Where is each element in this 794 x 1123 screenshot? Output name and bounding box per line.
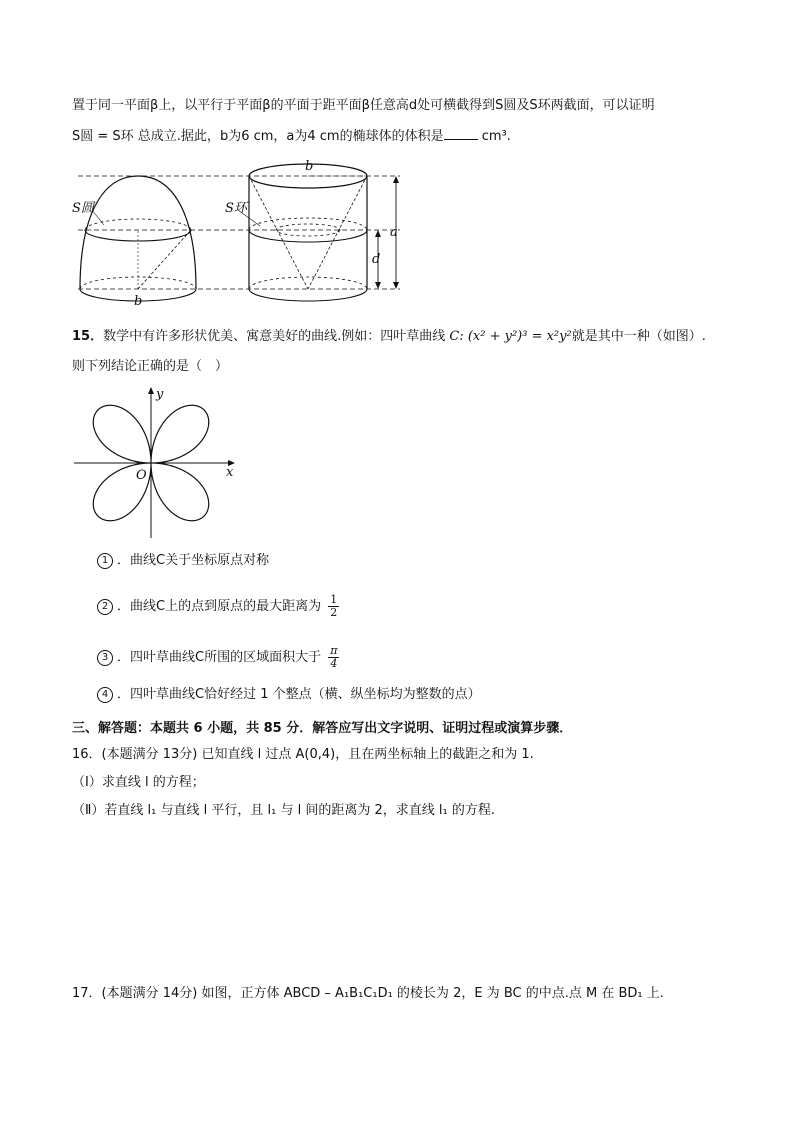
option-2-fraction bbox=[328, 594, 339, 619]
option-3-number: 3 bbox=[97, 650, 113, 666]
option-4 bbox=[97, 686, 481, 704]
y-axis-label: y bbox=[156, 387, 164, 402]
option-1 bbox=[97, 552, 269, 570]
cylinder-bottom-front bbox=[249, 289, 367, 301]
option-3-frac-den: 4 bbox=[330, 657, 338, 670]
q15-formula: C: (x² + y²)³ = x²y² bbox=[449, 329, 572, 344]
option-4-text: ．四叶草曲线C恰好经过 1 个整点（横、纵坐标均为整数的点） bbox=[117, 687, 481, 702]
s-ring-label: S环 bbox=[225, 201, 247, 216]
a-label: a bbox=[390, 225, 398, 240]
cylinder-section-back bbox=[249, 218, 367, 230]
q14-unit: cm³. bbox=[481, 129, 511, 144]
cylinder-section-front bbox=[249, 230, 367, 242]
q15-number: 15． bbox=[72, 329, 104, 344]
d-label: d bbox=[372, 252, 381, 267]
option-4-number: 4 bbox=[97, 687, 113, 703]
s-circle-label: S圆 bbox=[72, 201, 94, 216]
d-arrow-bottom bbox=[375, 282, 381, 289]
option-3-fraction bbox=[328, 645, 339, 670]
ellipsoid-slant-line bbox=[138, 230, 191, 289]
four-leaf-clover-figure bbox=[70, 382, 240, 542]
option-2-frac-den: 2 bbox=[330, 606, 338, 619]
a-arrow-top bbox=[393, 176, 399, 183]
q16-part2: （Ⅱ）若直线 l₁ 与直线 l 平行，且 l₁ 与 l 间的距离为 2，求直线 l₁ 的方程. bbox=[72, 803, 495, 818]
option-2-text: ．曲线C上的点到原点的最大距离为 bbox=[117, 599, 322, 614]
q16-part1: （Ⅰ）求直线 l 的方程； bbox=[72, 775, 205, 790]
q14-line1: 置于同一平面β上，以平行于平面β的平面于距平面β任意高d处可横截得到S圆及S环两截面，可以证明 bbox=[72, 98, 655, 113]
origin-label: O bbox=[136, 468, 147, 483]
b-top-label: b bbox=[305, 159, 314, 174]
d-arrow-top bbox=[375, 230, 381, 237]
cone-left-line bbox=[249, 176, 308, 289]
q14-line2 bbox=[72, 127, 511, 146]
option-1-text: ．曲线C关于坐标原点对称 bbox=[117, 553, 270, 568]
cone-right-line bbox=[308, 176, 367, 289]
answer-blank bbox=[444, 127, 478, 140]
q16-line1: 16．(本题满分 13分) 已知直线 l 过点 A(0,4)，且在两坐标轴上的截距之和为 1. bbox=[72, 747, 534, 762]
option-3 bbox=[97, 645, 339, 670]
q14-line2-a: S圆 = S环 总成立.据此， bbox=[72, 129, 220, 144]
a-arrow-bottom bbox=[393, 282, 399, 289]
q15-line2: 则下列结论正确的是（ ） bbox=[72, 359, 229, 374]
cylinder-bottom-back bbox=[249, 277, 367, 289]
option-2-frac-num: 1 bbox=[330, 593, 338, 606]
q15-line1 bbox=[72, 328, 706, 346]
q14-line2-c: a为4 cm的椭球体的体积是 bbox=[286, 129, 444, 144]
option-2-number: 2 bbox=[97, 599, 113, 615]
b-left-label: b bbox=[134, 294, 143, 309]
option-3-frac-num: π bbox=[330, 644, 338, 657]
ellipsoid-cylinder-figure bbox=[60, 150, 420, 310]
q14-line2-b: b为6 cm， bbox=[219, 129, 287, 144]
q17-line1: 17．(本题满分 14分) 如图，正方体 ABCD – A₁B₁C₁D₁ 的棱长为 2，E 为 BC 的中点.点 M 在 BD₁ 上. bbox=[72, 986, 664, 1001]
option-1-number: 1 bbox=[97, 553, 113, 569]
q15-stem-a: 数学中有许多形状优美、寓意美好的曲线.例如：四叶草曲线 bbox=[103, 329, 446, 344]
q15-stem-b: 就是其中一种（如图）. bbox=[571, 329, 706, 344]
y-axis-arrow bbox=[148, 387, 154, 394]
option-2 bbox=[97, 594, 339, 619]
section-3-heading: 三、解答题：本题共 6 小题，共 85 分．解答应写出文字说明、证明过程或演算步骤． bbox=[72, 721, 573, 736]
x-axis-label: x bbox=[226, 465, 234, 480]
option-3-text: ．四叶草曲线C所围的区域面积大于 bbox=[117, 650, 322, 665]
